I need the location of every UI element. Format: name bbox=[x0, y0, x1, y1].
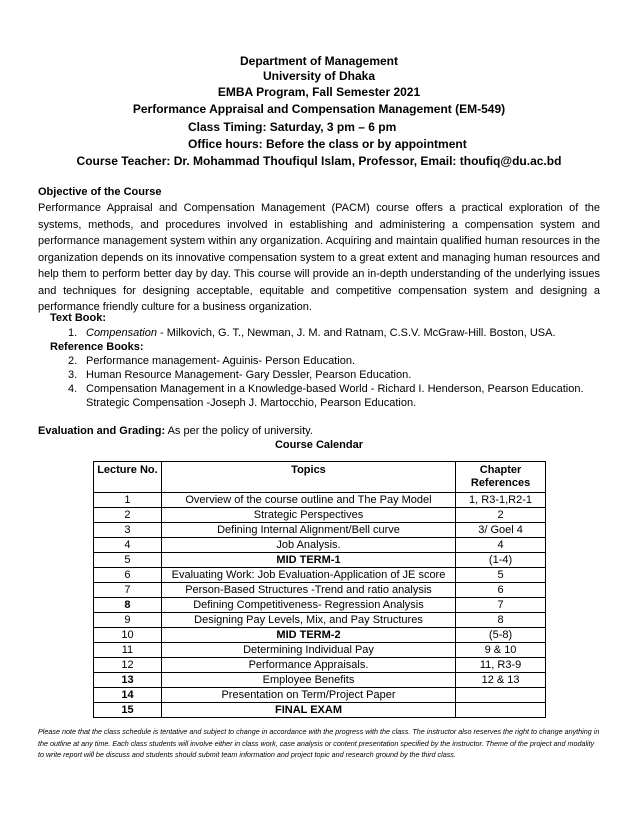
header-chapter-references: Chapter References bbox=[456, 462, 546, 493]
reference-heading: Reference Books: bbox=[50, 341, 144, 353]
list-item bbox=[68, 383, 584, 396]
course-title: Performance Appraisal and Compensation Management (EM-549) bbox=[132, 102, 506, 116]
table-row bbox=[94, 583, 546, 598]
list-item-continuation: Strategic Compensation -Joseph J. Martocchio, Pearson Education. bbox=[86, 397, 417, 409]
topic: MID TERM-1 bbox=[161, 553, 455, 568]
chapter-ref: 6 bbox=[456, 583, 546, 598]
chapter-ref: (5-8) bbox=[456, 628, 546, 643]
lecture-no: 3 bbox=[94, 523, 162, 538]
chapter-ref bbox=[456, 688, 546, 703]
lecture-no: 12 bbox=[94, 658, 162, 673]
table-row bbox=[94, 523, 546, 538]
chapter-ref: 5 bbox=[456, 568, 546, 583]
list-number: 4. bbox=[68, 383, 78, 395]
header-topics: Topics bbox=[161, 462, 455, 493]
department-heading: Department of Management bbox=[239, 54, 399, 68]
table-header-row bbox=[94, 462, 546, 493]
topic: Person-Based Structures -Trend and ratio analysis bbox=[161, 583, 455, 598]
lecture-no: 13 bbox=[94, 673, 162, 688]
table-row bbox=[94, 598, 546, 613]
evaluation-label: Evaluation and Grading: bbox=[38, 425, 166, 437]
table-row bbox=[94, 688, 546, 703]
topic: Overview of the course outline and The Pay Model bbox=[161, 493, 455, 508]
chapter-ref: 3/ Goel 4 bbox=[456, 523, 546, 538]
evaluation-text: As per the policy of university. bbox=[165, 425, 313, 437]
evaluation-line bbox=[38, 425, 313, 438]
lecture-no: 14 bbox=[94, 688, 162, 703]
objective-paragraph: Performance Appraisal and Compensation Management (PACM) course offers a practical exploration of the systems, methods, and procedures involved in establishing and administering a compensation system and performance management system within any organization. Acquiring and maintain qualified human resources in the organization depends on its innovative compensation system to a great extent and managing human resources and help them to perform better day by day. This course will provide an in-depth understanding of the underlying issues and techniques for designing acceptable, equitable and competitive compensation system and designing a performance friendly culture for a business organization. bbox=[38, 202, 600, 313]
lecture-no: 7 bbox=[94, 583, 162, 598]
topic: Performance Appraisals. bbox=[161, 658, 455, 673]
topic: Determining Individual Pay bbox=[161, 643, 455, 658]
chapter-ref: 11, R3-9 bbox=[456, 658, 546, 673]
schedule-note: Please note that the class schedule is tentative and subject to change in accordance with the progress with the class. The instructor also reserves the right to change anything in the outline at any time. Each class students will involve either in class work, case analysis or content presentation specified by the instructor. Theme of the project and modality to write report will be discuss and students should submit team information and project topic and research ground by the third class. bbox=[38, 727, 600, 759]
table-row bbox=[94, 538, 546, 553]
objective-heading: Objective of the Course bbox=[38, 186, 162, 198]
table-row bbox=[94, 508, 546, 523]
topic: Defining Internal Alignment/Bell curve bbox=[161, 523, 455, 538]
lecture-no: 15 bbox=[94, 703, 162, 718]
chapter-ref: 7 bbox=[456, 598, 546, 613]
list-item-text: Performance management- Aguinis- Person Education. bbox=[86, 355, 356, 367]
topic: MID TERM-2 bbox=[161, 628, 455, 643]
lecture-no: 10 bbox=[94, 628, 162, 643]
topic: Job Analysis. bbox=[161, 538, 455, 553]
lecture-no: 6 bbox=[94, 568, 162, 583]
textbook-heading: Text Book: bbox=[50, 312, 107, 324]
class-timing: Class Timing: Saturday, 3 pm – 6 pm bbox=[188, 120, 397, 134]
course-teacher: Course Teacher: Dr. Mohammad Thoufiqul Islam, Professor, Email: thoufiq@du.ac.bd bbox=[76, 154, 562, 168]
list-item-text: Compensation Management in a Knowledge-based World - Richard I. Henderson, Pearson Education. bbox=[86, 383, 584, 395]
table-row bbox=[94, 643, 546, 658]
chapter-ref bbox=[456, 703, 546, 718]
lecture-no: 8 bbox=[94, 598, 162, 613]
chapter-ref: 9 & 10 bbox=[456, 643, 546, 658]
list-number: 3. bbox=[68, 369, 78, 381]
chapter-ref: 4 bbox=[456, 538, 546, 553]
topic: Strategic Perspectives bbox=[161, 508, 455, 523]
topic: Employee Benefits bbox=[161, 673, 455, 688]
university-heading: University of Dhaka bbox=[262, 69, 376, 83]
office-hours: Office hours: Before the class or by appointment bbox=[188, 137, 467, 151]
table-row bbox=[94, 703, 546, 718]
header-lecture-no: Lecture No. bbox=[94, 462, 162, 493]
list-number: 2. bbox=[68, 355, 78, 367]
list-item bbox=[68, 369, 411, 382]
program-heading: EMBA Program, Fall Semester 2021 bbox=[217, 85, 421, 99]
textbook-item bbox=[68, 327, 556, 340]
topic: Evaluating Work: Job Evaluation-Application of JE score bbox=[161, 568, 455, 583]
lecture-no: 11 bbox=[94, 643, 162, 658]
lecture-no: 4 bbox=[94, 538, 162, 553]
table-row bbox=[94, 658, 546, 673]
calendar-title: Course Calendar bbox=[274, 439, 364, 451]
list-item-text: Human Resource Management- Gary Dessler, Pearson Education. bbox=[86, 369, 412, 381]
topic: Designing Pay Levels, Mix, and Pay Structures bbox=[161, 613, 455, 628]
chapter-ref: 2 bbox=[456, 508, 546, 523]
topic: Presentation on Term/Project Paper bbox=[161, 688, 455, 703]
table-row bbox=[94, 493, 546, 508]
list-item bbox=[68, 355, 355, 368]
chapter-ref: 12 & 13 bbox=[456, 673, 546, 688]
chapter-ref: (1-4) bbox=[456, 553, 546, 568]
textbook-title: Compensation bbox=[86, 327, 157, 339]
lecture-no: 5 bbox=[94, 553, 162, 568]
table-row bbox=[94, 628, 546, 643]
table-row bbox=[94, 568, 546, 583]
chapter-ref: 1, R3-1,R2-1 bbox=[456, 493, 546, 508]
lecture-no: 1 bbox=[94, 493, 162, 508]
course-calendar-table bbox=[93, 461, 546, 718]
lecture-no: 2 bbox=[94, 508, 162, 523]
topic: Defining Competitiveness- Regression Analysis bbox=[161, 598, 455, 613]
table-row bbox=[94, 613, 546, 628]
textbook-details: - Milkovich, G. T., Newman, J. M. and Ratnam, C.S.V. McGraw-Hill. Boston, USA. bbox=[156, 327, 556, 339]
topic: FINAL EXAM bbox=[161, 703, 455, 718]
table-row bbox=[94, 553, 546, 568]
list-number: 1. bbox=[68, 327, 78, 339]
chapter-ref: 8 bbox=[456, 613, 546, 628]
table-row bbox=[94, 673, 546, 688]
lecture-no: 9 bbox=[94, 613, 162, 628]
